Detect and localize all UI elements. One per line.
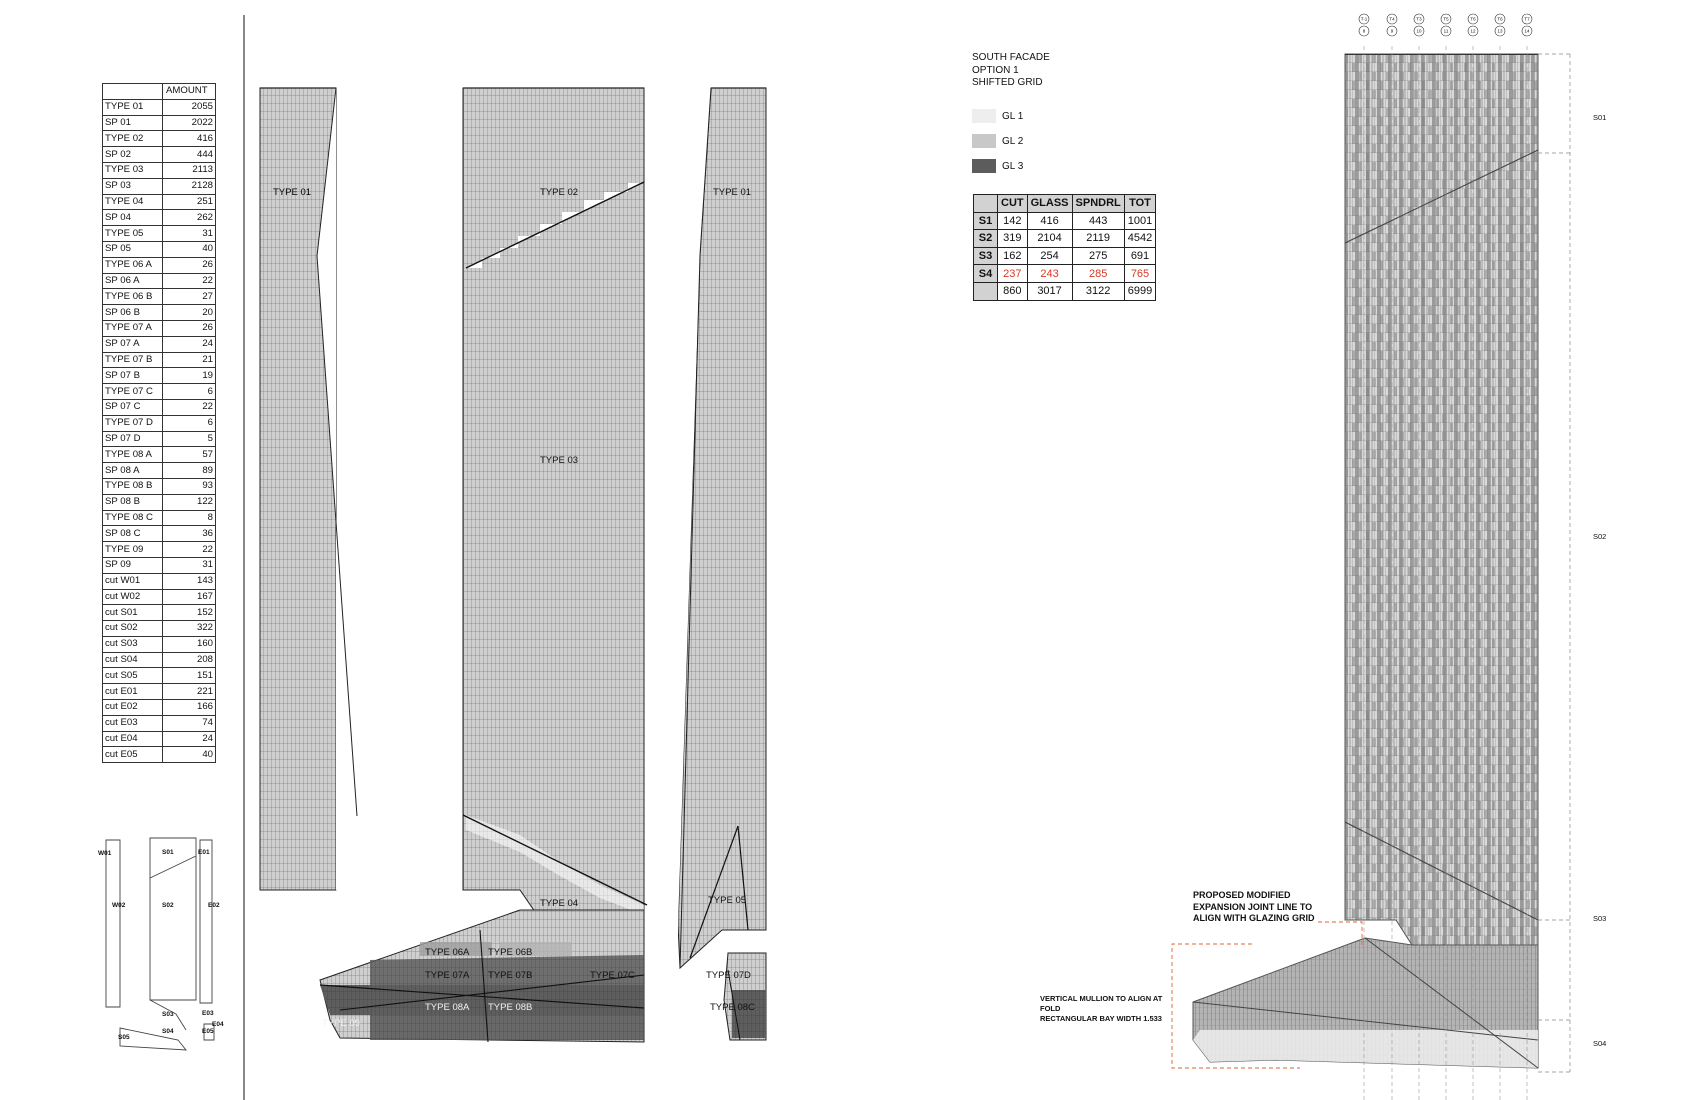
facade-title-line: SOUTH FACADE bbox=[972, 52, 1050, 63]
row-label-cell: S1 bbox=[974, 212, 998, 230]
amount-table-body bbox=[103, 99, 216, 762]
value-cell: 3017 bbox=[1027, 282, 1072, 300]
type-cell: SP 06 A bbox=[103, 273, 163, 289]
amount-cell: 2055 bbox=[163, 99, 216, 115]
type-cell: SP 07 C bbox=[103, 399, 163, 415]
header-cell: AMOUNT bbox=[163, 84, 216, 100]
type-cell: cut W01 bbox=[103, 573, 163, 589]
key-plan-label: E05 bbox=[202, 1028, 214, 1035]
header-cell: TOT bbox=[1124, 195, 1155, 213]
header-cell: GLASS bbox=[1027, 195, 1072, 213]
key-plan-label: E04 bbox=[212, 1021, 224, 1028]
legend-item-gl1 bbox=[972, 108, 1023, 124]
type-cell: cut S04 bbox=[103, 652, 163, 668]
table-row bbox=[103, 178, 216, 194]
table-row bbox=[103, 289, 216, 305]
panel-label: TYPE 06B bbox=[488, 947, 533, 958]
value-cell: 237 bbox=[998, 265, 1028, 283]
table-row bbox=[103, 99, 216, 115]
key-plan-label: W01 bbox=[98, 850, 112, 857]
type-cell: TYPE 07 D bbox=[103, 415, 163, 431]
table-row bbox=[103, 210, 216, 226]
amount-cell: 151 bbox=[163, 668, 216, 684]
table-row bbox=[103, 463, 216, 479]
table-row bbox=[103, 526, 216, 542]
value-cell: 2119 bbox=[1072, 230, 1124, 248]
amount-cell: 31 bbox=[163, 557, 216, 573]
type-cell: cut S03 bbox=[103, 636, 163, 652]
table-row bbox=[103, 131, 216, 147]
amount-cell: 160 bbox=[163, 636, 216, 652]
legend-swatch bbox=[972, 159, 996, 173]
amount-cell: 19 bbox=[163, 368, 216, 384]
type-cell: SP 03 bbox=[103, 178, 163, 194]
summary-table-header bbox=[974, 195, 1156, 213]
amount-cell: 166 bbox=[163, 700, 216, 716]
panel-middle bbox=[320, 88, 647, 1042]
amount-cell: 8 bbox=[163, 510, 216, 526]
table-row bbox=[103, 194, 216, 210]
key-plan-label: E01 bbox=[198, 849, 210, 856]
panel-label: TYPE 08C bbox=[710, 1002, 755, 1013]
amount-table bbox=[102, 83, 216, 763]
type-cell: TYPE 08 C bbox=[103, 510, 163, 526]
amount-cell: 93 bbox=[163, 478, 216, 494]
table-row bbox=[103, 652, 216, 668]
amount-cell: 208 bbox=[163, 652, 216, 668]
table-row bbox=[103, 731, 216, 747]
value-cell: 6999 bbox=[1124, 282, 1155, 300]
type-cell: SP 08 C bbox=[103, 526, 163, 542]
type-cell: TYPE 05 bbox=[103, 226, 163, 242]
panel-right bbox=[650, 88, 766, 1040]
panel-label: TYPE 07D bbox=[706, 970, 751, 981]
type-cell: TYPE 02 bbox=[103, 131, 163, 147]
table-row bbox=[103, 273, 216, 289]
panel-label: TYPE 01 bbox=[713, 187, 752, 198]
amount-cell: 22 bbox=[163, 542, 216, 558]
facade-title-line: OPTION 1 bbox=[972, 64, 1019, 76]
grid-marker-bottom: 8 bbox=[1362, 28, 1366, 34]
amount-cell: 26 bbox=[163, 320, 216, 336]
table-row bbox=[103, 557, 216, 573]
amount-cell: 2113 bbox=[163, 162, 216, 178]
table-row bbox=[103, 162, 216, 178]
value-cell: 275 bbox=[1072, 247, 1124, 265]
table-row bbox=[103, 715, 216, 731]
legend-label: GL 1 bbox=[1002, 110, 1024, 122]
value-cell: 860 bbox=[998, 282, 1028, 300]
panel-label: TYPE 07A bbox=[425, 970, 470, 981]
note-line: FOLD bbox=[1040, 1004, 1061, 1013]
amount-cell: 27 bbox=[163, 289, 216, 305]
summary-table-body bbox=[974, 212, 1156, 300]
value-cell: 142 bbox=[998, 212, 1028, 230]
amount-cell: 122 bbox=[163, 494, 216, 510]
key-plan-label: S05 bbox=[118, 1034, 130, 1041]
table-row bbox=[103, 147, 216, 163]
amount-cell: 322 bbox=[163, 621, 216, 637]
amount-cell: 251 bbox=[163, 194, 216, 210]
south-facade-elevation bbox=[1193, 46, 1570, 1100]
facade-title-line: SHIFTED GRID bbox=[972, 77, 1043, 88]
grid-marker bbox=[1522, 14, 1532, 36]
amount-cell: 221 bbox=[163, 684, 216, 700]
grid-marker-top: T5 bbox=[1443, 16, 1449, 22]
panel-label: TYPE 09 bbox=[322, 1018, 361, 1029]
amount-table-header bbox=[103, 84, 216, 100]
amount-cell: 416 bbox=[163, 131, 216, 147]
note-line: VERTICAL MULLION TO ALIGN AT bbox=[1040, 994, 1163, 1003]
type-cell: TYPE 06 A bbox=[103, 257, 163, 273]
table-row bbox=[103, 241, 216, 257]
table-row bbox=[103, 494, 216, 510]
type-cell: TYPE 09 bbox=[103, 542, 163, 558]
zone-label: S02 bbox=[1593, 532, 1607, 541]
grid-marker-bottom: 12 bbox=[1470, 28, 1476, 34]
table-row bbox=[103, 384, 216, 400]
row-label-cell: S2 bbox=[974, 230, 998, 248]
amount-cell: 444 bbox=[163, 147, 216, 163]
grid-marker-top: T4 bbox=[1389, 16, 1395, 22]
table-row bbox=[103, 542, 216, 558]
zone-label: S04 bbox=[1593, 1039, 1607, 1048]
panel-label: TYPE 01 bbox=[273, 187, 312, 198]
table-row bbox=[974, 212, 1156, 230]
panel-label: TYPE 07C bbox=[590, 970, 635, 981]
type-cell: TYPE 07 B bbox=[103, 352, 163, 368]
key-plan-label: S02 bbox=[162, 902, 174, 909]
table-row bbox=[974, 230, 1156, 248]
header-cell: CUT bbox=[998, 195, 1028, 213]
amount-cell: 143 bbox=[163, 573, 216, 589]
panel-left bbox=[260, 88, 357, 890]
zone-labels bbox=[1593, 113, 1606, 1048]
key-plan-labels bbox=[98, 849, 224, 1041]
type-cell: cut E03 bbox=[103, 715, 163, 731]
row-label-cell: S3 bbox=[974, 247, 998, 265]
table-row bbox=[103, 589, 216, 605]
value-cell: 319 bbox=[998, 230, 1028, 248]
panel-label: TYPE 07B bbox=[488, 970, 533, 981]
grid-marker bbox=[1387, 14, 1397, 36]
type-cell: TYPE 07 C bbox=[103, 384, 163, 400]
mullion-note bbox=[1040, 994, 1162, 1024]
amount-cell: 5 bbox=[163, 431, 216, 447]
table-row bbox=[103, 668, 216, 684]
header-cell: SPNDRL bbox=[1072, 195, 1124, 213]
type-cell: TYPE 03 bbox=[103, 162, 163, 178]
table-row bbox=[103, 226, 216, 242]
amount-cell: 6 bbox=[163, 415, 216, 431]
type-cell: TYPE 08 A bbox=[103, 447, 163, 463]
legend-label: GL 2 bbox=[1002, 135, 1024, 147]
amount-cell: 31 bbox=[163, 226, 216, 242]
facade-title bbox=[972, 52, 1050, 90]
note-line: ALIGN WITH GLAZING GRID bbox=[1193, 913, 1315, 923]
type-cell: SP 04 bbox=[103, 210, 163, 226]
panel-label: TYPE 08A bbox=[425, 1002, 470, 1013]
grid-marker-bottom: 14 bbox=[1524, 28, 1530, 34]
grid-markers bbox=[1359, 14, 1532, 36]
amount-cell: 40 bbox=[163, 241, 216, 257]
table-row bbox=[974, 265, 1156, 283]
type-cell: TYPE 06 B bbox=[103, 289, 163, 305]
type-cell: cut S01 bbox=[103, 605, 163, 621]
table-row bbox=[103, 447, 216, 463]
table-row bbox=[103, 684, 216, 700]
amount-cell: 6 bbox=[163, 384, 216, 400]
type-cell: SP 01 bbox=[103, 115, 163, 131]
legend-label: GL 3 bbox=[1002, 160, 1024, 172]
table-row bbox=[103, 747, 216, 763]
amount-cell: 36 bbox=[163, 526, 216, 542]
header-cell bbox=[974, 195, 998, 213]
grid-marker bbox=[1414, 14, 1424, 36]
grid-marker-top: T3 bbox=[1416, 16, 1422, 22]
amount-cell: 40 bbox=[163, 747, 216, 763]
value-cell: 243 bbox=[1027, 265, 1072, 283]
type-cell: cut E04 bbox=[103, 731, 163, 747]
type-cell: SP 07 D bbox=[103, 431, 163, 447]
table-row bbox=[103, 399, 216, 415]
key-plan-label: S04 bbox=[162, 1028, 174, 1035]
panel-label: TYPE 02 bbox=[540, 187, 579, 198]
value-cell: 443 bbox=[1072, 212, 1124, 230]
amount-cell: 24 bbox=[163, 336, 216, 352]
table-row bbox=[103, 415, 216, 431]
type-cell: SP 05 bbox=[103, 241, 163, 257]
table-row bbox=[103, 115, 216, 131]
note-line: PROPOSED MODIFIED bbox=[1193, 890, 1291, 900]
amount-cell: 2022 bbox=[163, 115, 216, 131]
type-cell: TYPE 07 A bbox=[103, 320, 163, 336]
key-plan-label: E02 bbox=[208, 902, 220, 909]
value-cell: 416 bbox=[1027, 212, 1072, 230]
amount-cell: 24 bbox=[163, 731, 216, 747]
summary-table bbox=[973, 194, 1156, 301]
type-cell: SP 07 A bbox=[103, 336, 163, 352]
amount-cell: 167 bbox=[163, 589, 216, 605]
type-cell: SP 07 B bbox=[103, 368, 163, 384]
table-row bbox=[103, 320, 216, 336]
row-label-cell bbox=[974, 282, 998, 300]
table-row bbox=[103, 336, 216, 352]
value-cell: 1001 bbox=[1124, 212, 1155, 230]
amount-cell: 262 bbox=[163, 210, 216, 226]
table-row bbox=[103, 621, 216, 637]
panel-label: TYPE 05 bbox=[708, 895, 747, 906]
type-cell: TYPE 04 bbox=[103, 194, 163, 210]
table-row bbox=[103, 257, 216, 273]
grid-marker-top: T-1 bbox=[1360, 16, 1368, 22]
table-row bbox=[974, 282, 1156, 300]
table-row bbox=[103, 636, 216, 652]
key-plan-label: S03 bbox=[162, 1011, 174, 1018]
value-cell: 285 bbox=[1072, 265, 1124, 283]
value-cell: 3122 bbox=[1072, 282, 1124, 300]
legend-item-gl3 bbox=[972, 158, 1023, 174]
type-cell: SP 09 bbox=[103, 557, 163, 573]
table-row bbox=[103, 352, 216, 368]
amount-cell: 26 bbox=[163, 257, 216, 273]
value-cell: 4542 bbox=[1124, 230, 1155, 248]
grid-marker-top: T6 bbox=[1497, 16, 1503, 22]
table-row bbox=[103, 478, 216, 494]
amount-cell: 20 bbox=[163, 305, 216, 321]
amount-cell: 22 bbox=[163, 399, 216, 415]
type-cell: TYPE 01 bbox=[103, 99, 163, 115]
zone-label: S03 bbox=[1593, 914, 1607, 923]
key-plan-label: S01 bbox=[162, 849, 174, 856]
type-cell: cut E02 bbox=[103, 700, 163, 716]
table-row bbox=[103, 305, 216, 321]
key-plan-label: W02 bbox=[112, 902, 126, 909]
table-row bbox=[103, 368, 216, 384]
value-cell: 2104 bbox=[1027, 230, 1072, 248]
value-cell: 765 bbox=[1124, 265, 1155, 283]
grid-marker-top: T6 bbox=[1470, 16, 1476, 22]
amount-cell: 22 bbox=[163, 273, 216, 289]
legend-swatch bbox=[972, 134, 996, 148]
grid-marker bbox=[1468, 14, 1478, 36]
table-row bbox=[974, 247, 1156, 265]
note-line: EXPANSION JOINT LINE TO bbox=[1193, 901, 1313, 912]
type-cell: cut S05 bbox=[103, 668, 163, 684]
type-cell: SP 06 B bbox=[103, 305, 163, 321]
grid-marker-bottom: 13 bbox=[1497, 28, 1503, 34]
amount-cell: 21 bbox=[163, 352, 216, 368]
key-plan-label: E03 bbox=[202, 1010, 214, 1017]
type-cell: cut S02 bbox=[103, 621, 163, 637]
grid-marker bbox=[1359, 14, 1369, 36]
type-cell: cut W02 bbox=[103, 589, 163, 605]
amount-cell: 152 bbox=[163, 605, 216, 621]
key-plan bbox=[106, 838, 214, 1050]
grid-marker bbox=[1441, 14, 1451, 36]
note-line: RECTANGULAR BAY WIDTH 1.533 bbox=[1040, 1014, 1162, 1023]
type-cell: cut E05 bbox=[103, 747, 163, 763]
panel-label: TYPE 04 bbox=[540, 898, 579, 909]
table-row bbox=[103, 573, 216, 589]
header-cell bbox=[103, 84, 163, 100]
table-row bbox=[103, 431, 216, 447]
expansion-joint-note bbox=[1193, 890, 1315, 925]
value-cell: 691 bbox=[1124, 247, 1155, 265]
grid-marker bbox=[1495, 14, 1505, 36]
type-cell: TYPE 08 B bbox=[103, 478, 163, 494]
legend-swatch bbox=[972, 109, 996, 123]
amount-cell: 74 bbox=[163, 715, 216, 731]
amount-cell: 57 bbox=[163, 447, 216, 463]
grid-marker-top: T7 bbox=[1524, 16, 1530, 22]
grid-marker-bottom: 11 bbox=[1443, 28, 1449, 34]
panel-label: TYPE 08B bbox=[488, 1002, 533, 1013]
zone-label: S01 bbox=[1593, 113, 1607, 122]
type-cell: SP 08 A bbox=[103, 463, 163, 479]
table-row bbox=[103, 510, 216, 526]
type-cell: SP 02 bbox=[103, 147, 163, 163]
value-cell: 254 bbox=[1027, 247, 1072, 265]
row-label-cell: S4 bbox=[974, 265, 998, 283]
grid-marker-bottom: 10 bbox=[1416, 28, 1422, 34]
table-row bbox=[103, 700, 216, 716]
type-cell: cut E01 bbox=[103, 684, 163, 700]
panel-label: TYPE 06A bbox=[425, 947, 470, 958]
amount-cell: 89 bbox=[163, 463, 216, 479]
amount-cell: 2128 bbox=[163, 178, 216, 194]
table-row bbox=[103, 605, 216, 621]
type-cell: SP 08 B bbox=[103, 494, 163, 510]
value-cell: 162 bbox=[998, 247, 1028, 265]
panel-label: TYPE 03 bbox=[540, 455, 579, 466]
grid-marker-bottom: 9 bbox=[1390, 28, 1394, 34]
legend-item-gl2 bbox=[972, 133, 1023, 149]
